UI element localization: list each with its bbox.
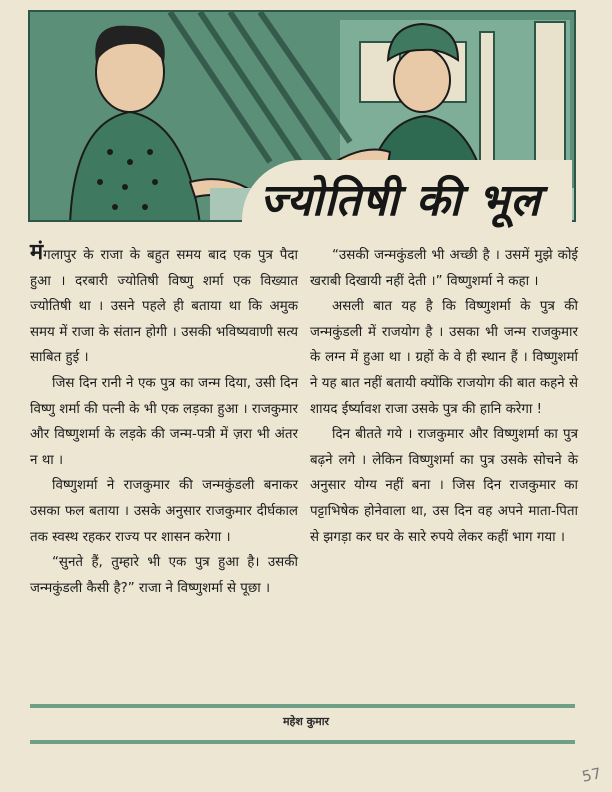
page-number: 57 xyxy=(580,764,603,786)
right-column xyxy=(310,243,578,550)
author-credit: महेश कुमार xyxy=(282,715,330,728)
paragraph: विष्णुशर्मा ने राजकुमार की जन्मकुंडली बनाकर उसका फल बताया । उसके अनुसार राजकुमार दीर्घकाल तक स्वस्थ रहकर राज्य पर शासन करेगा । xyxy=(30,478,298,545)
title-panel xyxy=(242,160,572,232)
paragraph: दिन बीतते गये । राजकुमार और विष्णुशर्मा का पुत्र बढ़ने लगे । लेकिन विष्णुशर्मा का पुत्र उसके सोचने के अनुसार योग्य नहीं बना । जिस दिन राजकुमार का पट्टाभिषेक होनेवाला था, उस दिन वह अपने माता-पिता से झगड़ा कर घर के सारे रुपये लेकर कहीं भाग गया । xyxy=(310,427,578,545)
left-column xyxy=(30,239,298,601)
paragraph: मंगलापुर के राजा के बहुत समय बाद एक पुत्र पैदा हुआ । दरबारी ज्योतिषी विष्णु शर्मा एक विख्यात ज्योतिषी था । उसने पहले ही बताया था कि अमुक समय में राजा के संतान होगी । उसकी भविष्यवाणी सत्य साबित हुई । xyxy=(30,239,298,366)
story-title: ज्योतिषी की भूल xyxy=(260,175,541,226)
divider-top xyxy=(30,704,575,708)
paragraph: जिस दिन रानी ने एक पुत्र का जन्म दिया, उसी दिन विष्णु शर्मा की पत्नी के भी एक लड़का हुआ । राजकुमार और विष्णुशर्मा के लड़के की जन्म-पत्री में ज़रा भी अंतर न था । xyxy=(30,375,298,468)
paragraph: “सुनते हैं, तुम्हारे भी एक पुत्र हुआ है। उसकी जन्मकुंडली कैसी है?” राजा ने विष्णुशर्मा से पूछा । xyxy=(30,555,298,596)
paragraph: असली बात यह है कि विष्णुशर्मा के पुत्र की जन्मकुंडली में राजयोग है । उसका भी जन्म राजकुमार के लग्न में हुआ था । ग्रहों के वे ही स्थान हैं । विष्णुशर्मा ने यह बात नहीं बतायी क्योंकि राजयोग की बात कहने से शायद ईर्ष्यावश राजा उसके पुत्र की हानि करेगा ! xyxy=(310,299,578,417)
paragraph: “उसकी जन्मकुंडली भी अच्छी है । उसमें मुझे कोई खराबी दिखायी नहीं देती ।” विष्णुशर्मा ने कहा । xyxy=(310,248,578,289)
divider-bottom xyxy=(30,740,575,744)
drop-cap: मं xyxy=(30,239,44,265)
